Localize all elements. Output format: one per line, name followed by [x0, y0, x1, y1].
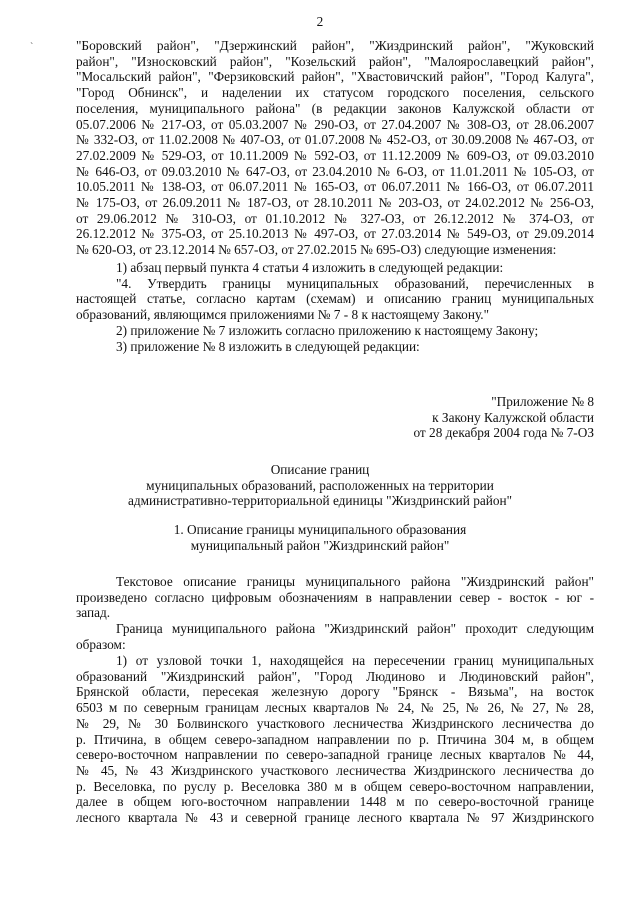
amendment-item-1: 1) абзац первый пункта 4 статьи 4 изложить в следующей редакции:	[116, 260, 504, 275]
text-line: Брянской области, пересекая железную дорогу "Брянск - Вязьма", на восток	[76, 684, 594, 700]
description-paragraph	[76, 574, 594, 621]
text-line: образом:	[76, 636, 126, 652]
title-line: административно-территориальной единицы "Жиздринский район"	[127, 493, 513, 509]
text-line: 6503 м по северным границам лесных кварталов № 24, № 25, № 26, № 27, № 28,	[76, 700, 594, 716]
amendment-item-3: 3) приложение № 8 изложить в следующей редакции:	[116, 338, 420, 354]
text-line: № 646-ОЗ, от 09.03.2010 № 647-ОЗ, от 23.04.2010 № 6-ОЗ, от 11.01.2011 № 105-ОЗ, от	[76, 163, 594, 179]
title-line: муниципальных образований, расположенных на территории	[146, 477, 494, 493]
text-line: р. Веселовка, по руслу р. Веселовка 380 м в общем северо-восточном направлении,	[76, 778, 594, 794]
appendix-line: "Приложение № 8	[491, 394, 594, 409]
appendix-header	[413, 394, 594, 441]
text-line: лесного квартала № 43 и северной границе лесного квартала № 97 Жиздринского	[76, 810, 594, 826]
text-line: "Мосальский район", "Ферзиковский район", "Хвастовичский район", "Город Калуга",	[76, 69, 594, 85]
title-line: Описание границ	[270, 462, 370, 477]
scan-mark: ˋ	[30, 42, 34, 53]
text-line: от 29.06.2012 № 310-ОЗ, от 01.10.2012 № 327-ОЗ, от 26.12.2012 № 374-ОЗ, от	[76, 210, 594, 226]
boundary-point-1	[76, 653, 594, 826]
text-line: Граница муниципального района "Жиздринский район" проходит следующим	[116, 621, 594, 636]
text-line: 26.12.2012 № 375-ОЗ, от 25.10.2013 № 497-ОЗ, от 27.03.2014 № 549-ОЗ, от 29.09.2014	[76, 226, 594, 242]
quote-line: настоящей статье, согласно картам (схемам) и описанию границ муниципальных	[76, 291, 594, 307]
text-line: № 175-ОЗ, от 26.09.2011 № 187-ОЗ, от 28.10.2011 № 203-ОЗ, от 24.02.2012 № 256-ОЗ,	[76, 195, 594, 211]
text-line: поселения, муниципального района" (в редакции законов Калужской области от	[76, 100, 594, 116]
text-line: 27.02.2009 № 529-ОЗ, от 10.11.2009 № 592-ОЗ, от 11.12.2009 № 609-ОЗ, от 09.03.2010	[76, 147, 594, 163]
section-title-line: муниципальный район "Жиздринский район"	[190, 537, 450, 553]
boundary-intro	[76, 621, 594, 652]
amendment-item-2: 2) приложение № 7 изложить согласно приложению к настоящему Закону;	[116, 322, 539, 338]
text-line: 10.05.2011 № 138-ОЗ, от 06.07.2011 № 165-ОЗ, от 06.07.2011 № 166-ОЗ, от 06.07.2011	[76, 179, 594, 195]
text-line: произведено согласно цифровым обозначениям в направлении север - восток - юг -	[76, 589, 594, 605]
text-line: район", "Износковский район", "Козельский район", "Малоярославецкий район",	[76, 53, 594, 69]
text-line: северо-восточном направлении по северо-западной границе лесных кварталов № 44,	[76, 747, 594, 763]
text-line: № 332-ОЗ, от 11.02.2008 № 407-ОЗ, от 01.07.2008 № 452-ОЗ, от 30.09.2008 № 467-ОЗ, от	[76, 132, 594, 148]
appendix-line: к Закону Калужской области	[432, 409, 594, 425]
text-line: № 620-ОЗ, от 23.12.2014 № 657-ОЗ, от 27.02.2015 № 695-ОЗ) следующие изменения:	[76, 242, 557, 258]
amendments-list	[76, 260, 594, 354]
section-title-line: 1. Описание границы муниципального образования	[173, 522, 467, 537]
text-line: № 45, № 43 Жиздринского участкового лесничества Жиздринского лесничества до	[76, 762, 594, 778]
appendix-line: от 28 декабря 2004 года № 7-ОЗ	[413, 425, 594, 441]
page-number: 2	[316, 14, 324, 29]
text-line: р. Птичина, в общем северо-западном направлении по р. Птичина 304 м, в общем	[76, 731, 594, 747]
text-line: образований "Жиздринский район", "Город Людиново и Людиновский район",	[76, 668, 594, 684]
text-line: № 29, № 30 Болвинского участкового лесничества Жиздринского лесничества до	[76, 715, 594, 731]
text-line: запад.	[76, 605, 111, 621]
document-title	[0, 462, 640, 509]
intro-paragraph	[76, 38, 594, 258]
text-line: 05.07.2006 № 217-ОЗ, от 05.03.2007 № 290-ОЗ, от 27.04.2007 № 308-ОЗ, от 28.06.2007	[76, 116, 594, 132]
text-line: далее в общем юго-восточном направлении 1448 м по северо-восточной границе	[76, 794, 594, 810]
text-line: "Город Обнинск", и наделении их статусом городского поселения, сельского	[76, 85, 594, 101]
quote-line: образований, являющимся приложениями № 7 - 8 к настоящему Закону."	[76, 307, 490, 323]
text-line: Текстовое описание границы муниципального района "Жиздринский район"	[116, 574, 594, 589]
text-line: "Боровский район", "Дзержинский район", "Жиздринский район", "Жуковский	[76, 38, 594, 53]
section-title	[0, 522, 640, 553]
quote-line: "4. Утвердить границы муниципальных образований, перечисленных в	[116, 275, 594, 291]
text-line: 1) от узловой точки 1, находящейся на пересечении границ муниципальных	[116, 653, 594, 668]
